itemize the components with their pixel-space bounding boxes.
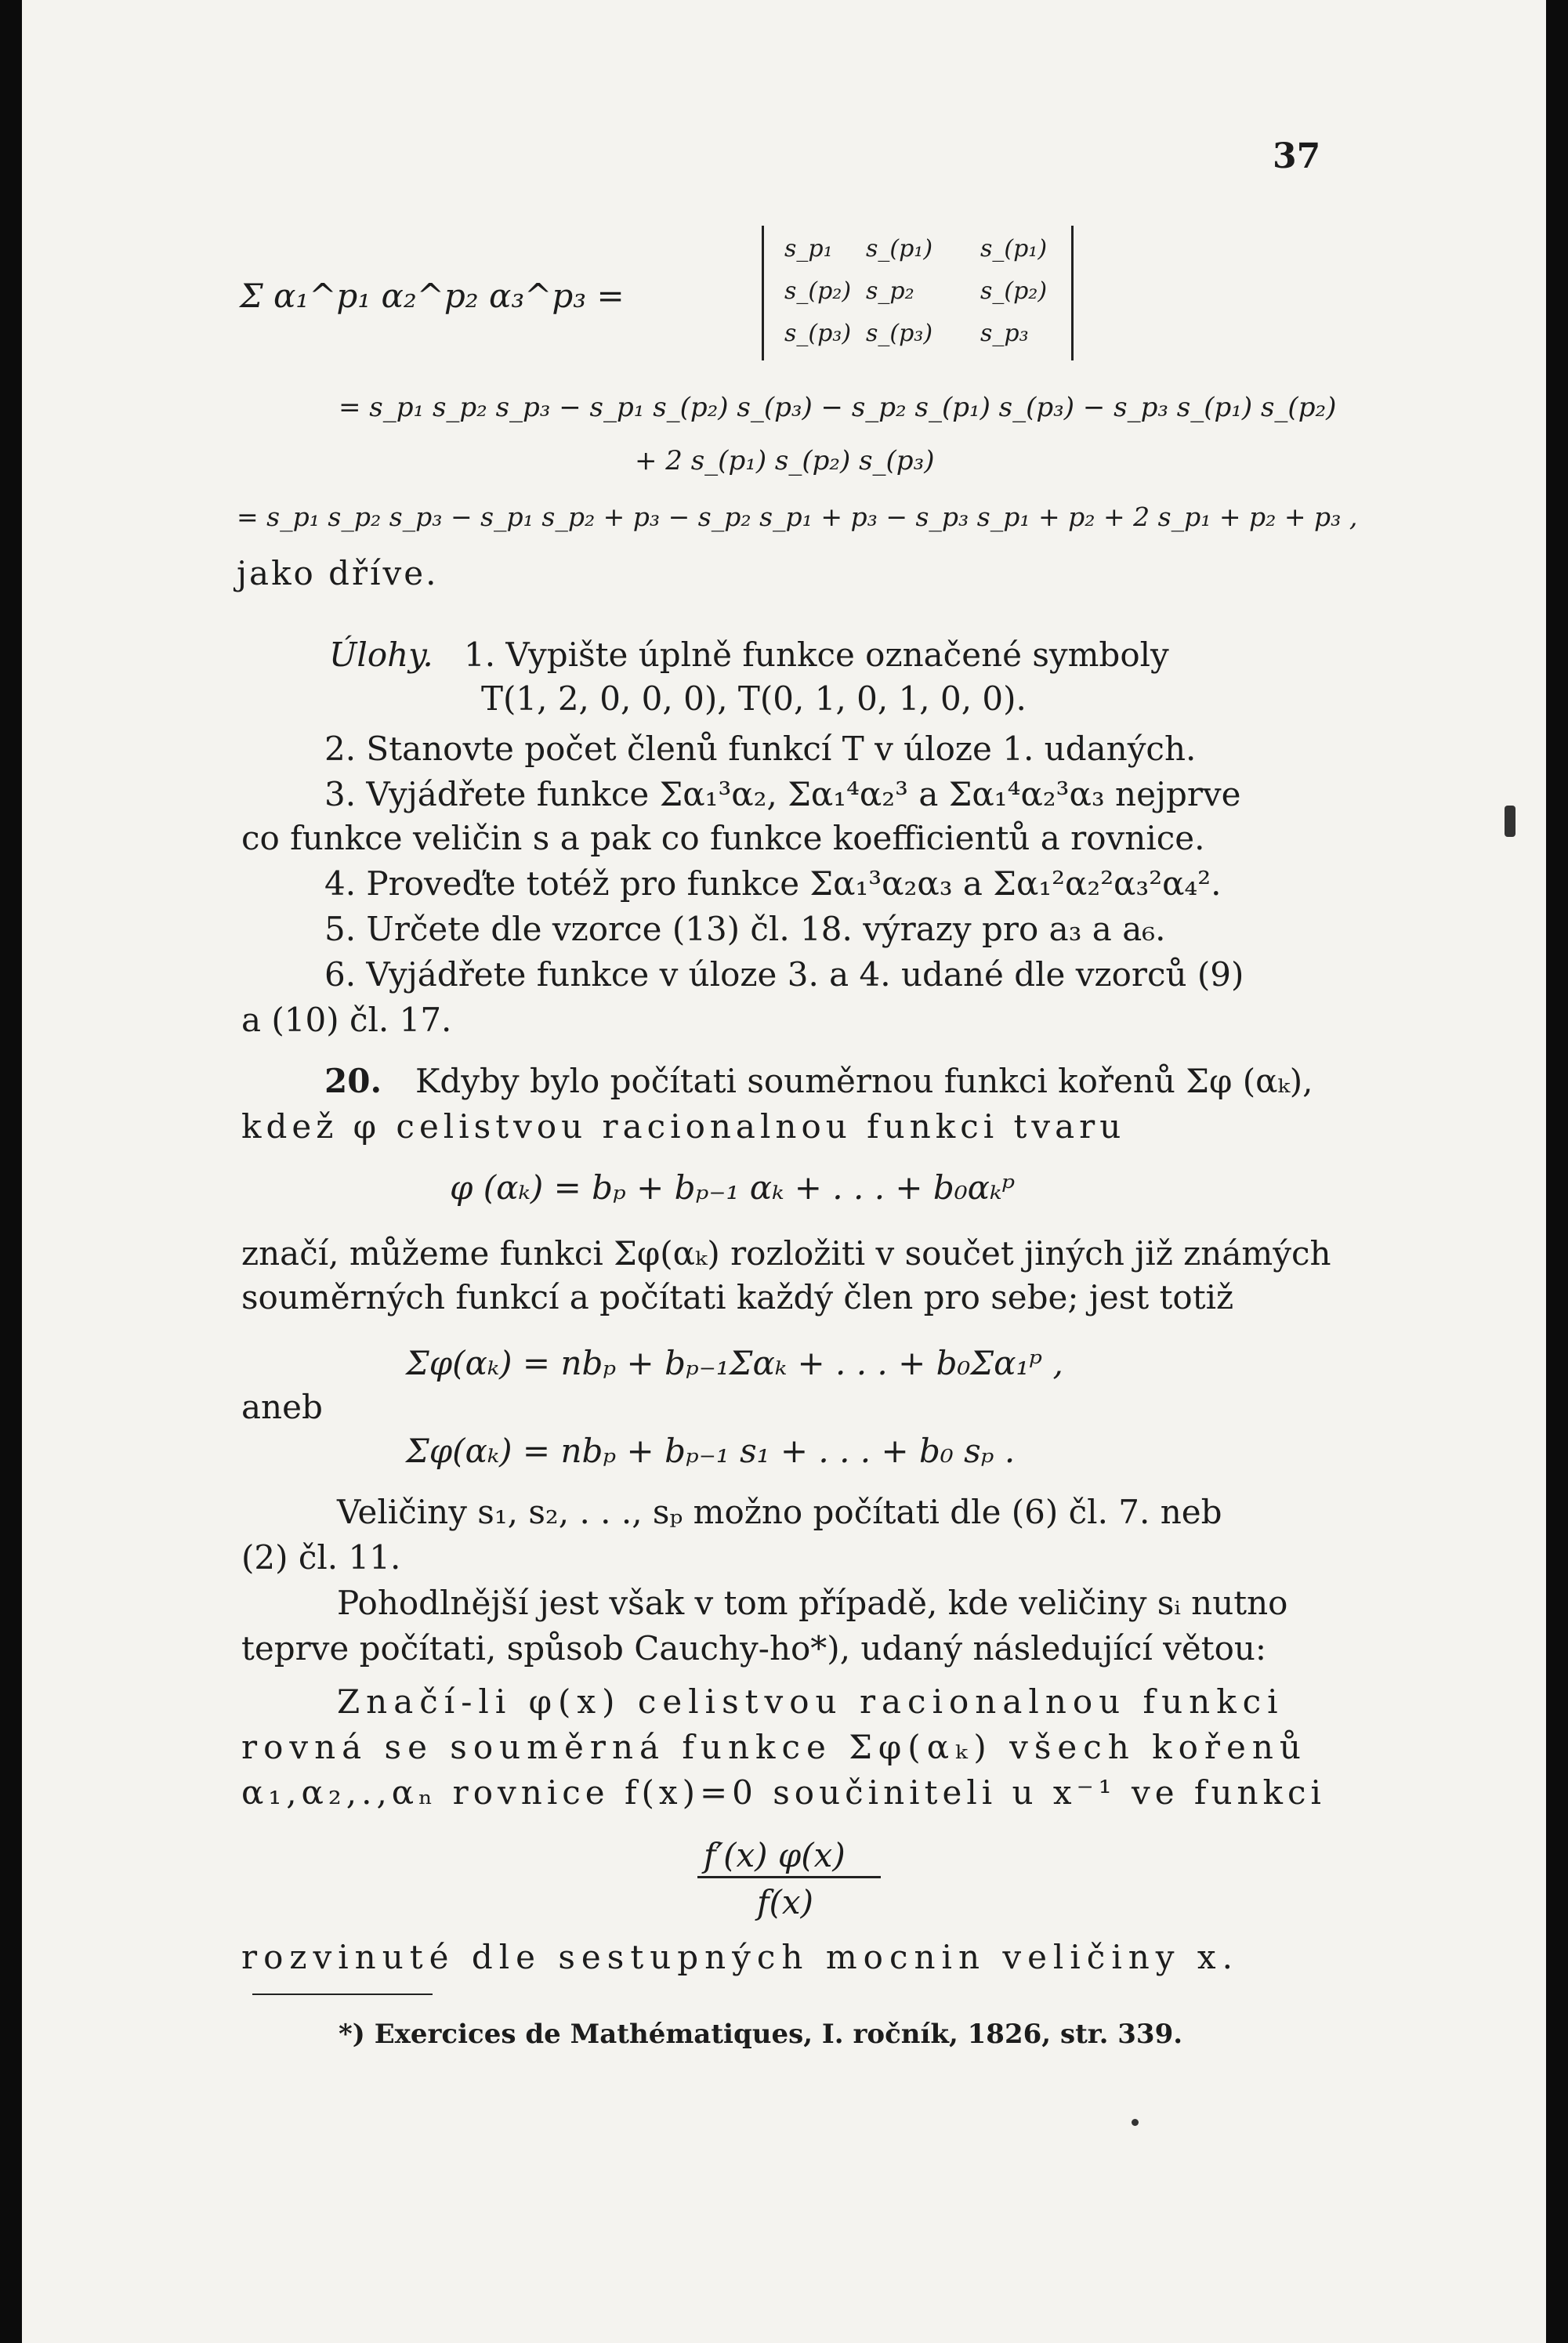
paragraph-line: teprve počítati, spůsob Cauchy-ho*), udaný následující větou: bbox=[241, 1629, 1267, 1668]
paragraph-line: značí, můžeme funkci Σφ(αₖ) rozložiti v součet jiných již známých bbox=[241, 1234, 1331, 1273]
det-cell: s_(p₁) bbox=[866, 235, 933, 263]
section-number: 20. bbox=[324, 1062, 382, 1100]
theorem-line: Značí-li φ(x) celistvou racionalnou funkci bbox=[337, 1682, 1284, 1721]
exercise-line: co funkce veličin s a pak co funkce koefficientů a rovnice. bbox=[241, 819, 1205, 857]
exercise-line: 4. Proveďte totéž pro funkce Σα₁³α₂α₃ a Σα₁²α₂²α₃²α₄². bbox=[324, 864, 1222, 903]
exercises-heading: Úlohy. bbox=[329, 636, 433, 674]
det-cell: s_p₃ bbox=[980, 320, 1029, 347]
det-cell: s_(p₂) bbox=[784, 277, 852, 305]
paragraph-line: Kdyby bylo počítati souměrnou funkci kořenů Σφ (αₖ), bbox=[415, 1062, 1313, 1100]
formula-sum-phi: Σφ(αₖ) = nbₚ + bₚ₋₁Σαₖ + . . . + b₀Σα₁ᵖ , bbox=[406, 1344, 1063, 1382]
fraction-bar bbox=[697, 1876, 881, 1878]
paragraph-line: kdež φ celistvou racionalnou funkci tvaru bbox=[241, 1107, 1126, 1146]
exercise-line: T(1, 2, 0, 0, 0), T(0, 1, 0, 1, 0, 0). bbox=[481, 679, 1027, 718]
expansion-line: + 2 s_(p₁) s_(p₂) s_(p₃) bbox=[635, 445, 935, 476]
scan-right-edge bbox=[1546, 0, 1568, 2343]
exercise-line: a (10) čl. 17. bbox=[241, 1001, 452, 1039]
paragraph-line: Veličiny s₁, s₂, . . ., sₚ možno počítati dle (6) čl. 7. neb bbox=[337, 1493, 1222, 1531]
expansion-line: = s_p₁ s_p₂ s_p₃ − s_p₁ s_p₂ + p₃ − s_p₂ s_p₁ + p₃ − s_p₃ s_p₁ + p₂ + 2 s_p₁ + p₂ + p₃ , bbox=[237, 502, 1358, 532]
exercise-line: 6. Vyjádřete funkce v úloze 3. a 4. udané dle vzorců (9) bbox=[324, 955, 1244, 994]
page-number: 37 bbox=[1273, 136, 1321, 176]
exercise-line: 5. Určete dle vzorce (13) čl. 18. výrazy pro a₃ a a₆. bbox=[324, 910, 1166, 948]
formula-phi: φ (αₖ) = bₚ + bₚ₋₁ αₖ + . . . + b₀αₖᵖ bbox=[450, 1168, 1016, 1207]
fraction-denominator: f(x) bbox=[757, 1883, 814, 1921]
theorem-line: α₁,α₂,.,αₙ rovnice f(x)=0 součiniteli u x⁻¹ ve funkci bbox=[241, 1773, 1326, 1812]
det-cell: s_(p₃) bbox=[866, 320, 933, 347]
det-cell: s_p₂ bbox=[866, 277, 914, 305]
theorem-line: rozvinuté dle sestupných mocnin veličiny x. bbox=[241, 1938, 1239, 1976]
expansion-line: = s_p₁ s_p₂ s_p₃ − s_p₁ s_(p₂) s_(p₃) − s_p₂ s_(p₁) s_(p₃) − s_p₃ s_(p₁) s_(p₂) bbox=[339, 392, 1337, 423]
determinant bbox=[762, 226, 1074, 360]
exercise-line: 2. Stanovte počet členů funkcí T v úloze 1. udaných. bbox=[324, 730, 1197, 768]
expansion-line: jako dříve. bbox=[237, 554, 439, 592]
footnote-rule bbox=[252, 1994, 433, 1995]
scan-speck bbox=[1132, 2119, 1139, 2126]
exercise-line: 3. Vyjádřete funkce Σα₁³α₂, Σα₁⁴α₂³ a Σα₁⁴α₂³α₃ nejprve bbox=[324, 775, 1241, 813]
det-cell: s_(p₃) bbox=[784, 320, 852, 347]
paragraph-line: souměrných funkcí a počítati každý člen pro sebe; jest totiž bbox=[241, 1278, 1234, 1316]
footnote: *) Exercices de Mathématiques, I. ročník, 1826, str. 339. bbox=[339, 2019, 1183, 2050]
scan-left-edge bbox=[0, 0, 22, 2343]
connector-aneb: aneb bbox=[241, 1388, 323, 1426]
formula-sum-phi-s: Σφ(αₖ) = nbₚ + bₚ₋₁ s₁ + . . . + b₀ sₚ . bbox=[406, 1432, 1016, 1470]
fraction-numerator: f′(x) φ(x) bbox=[704, 1836, 846, 1874]
theorem-line: rovná se souměrná funkce Σφ(αₖ) všech kořenů bbox=[241, 1728, 1307, 1766]
paragraph-line: (2) čl. 11. bbox=[241, 1538, 401, 1577]
paragraph-line: Pohodlnější jest však v tom případě, kde veličiny sᵢ nutno bbox=[337, 1584, 1288, 1622]
exercise-line: 1. Vypište úplně funkce označené symboly bbox=[464, 636, 1169, 674]
det-cell: s_(p₁) bbox=[980, 235, 1048, 263]
det-cell: s_(p₂) bbox=[980, 277, 1048, 305]
scan-speck bbox=[1505, 806, 1515, 837]
sum-lhs: Σ α₁^p₁ α₂^p₂ α₃^p₃ = bbox=[240, 277, 625, 315]
det-cell: s_p₁ bbox=[784, 235, 833, 263]
